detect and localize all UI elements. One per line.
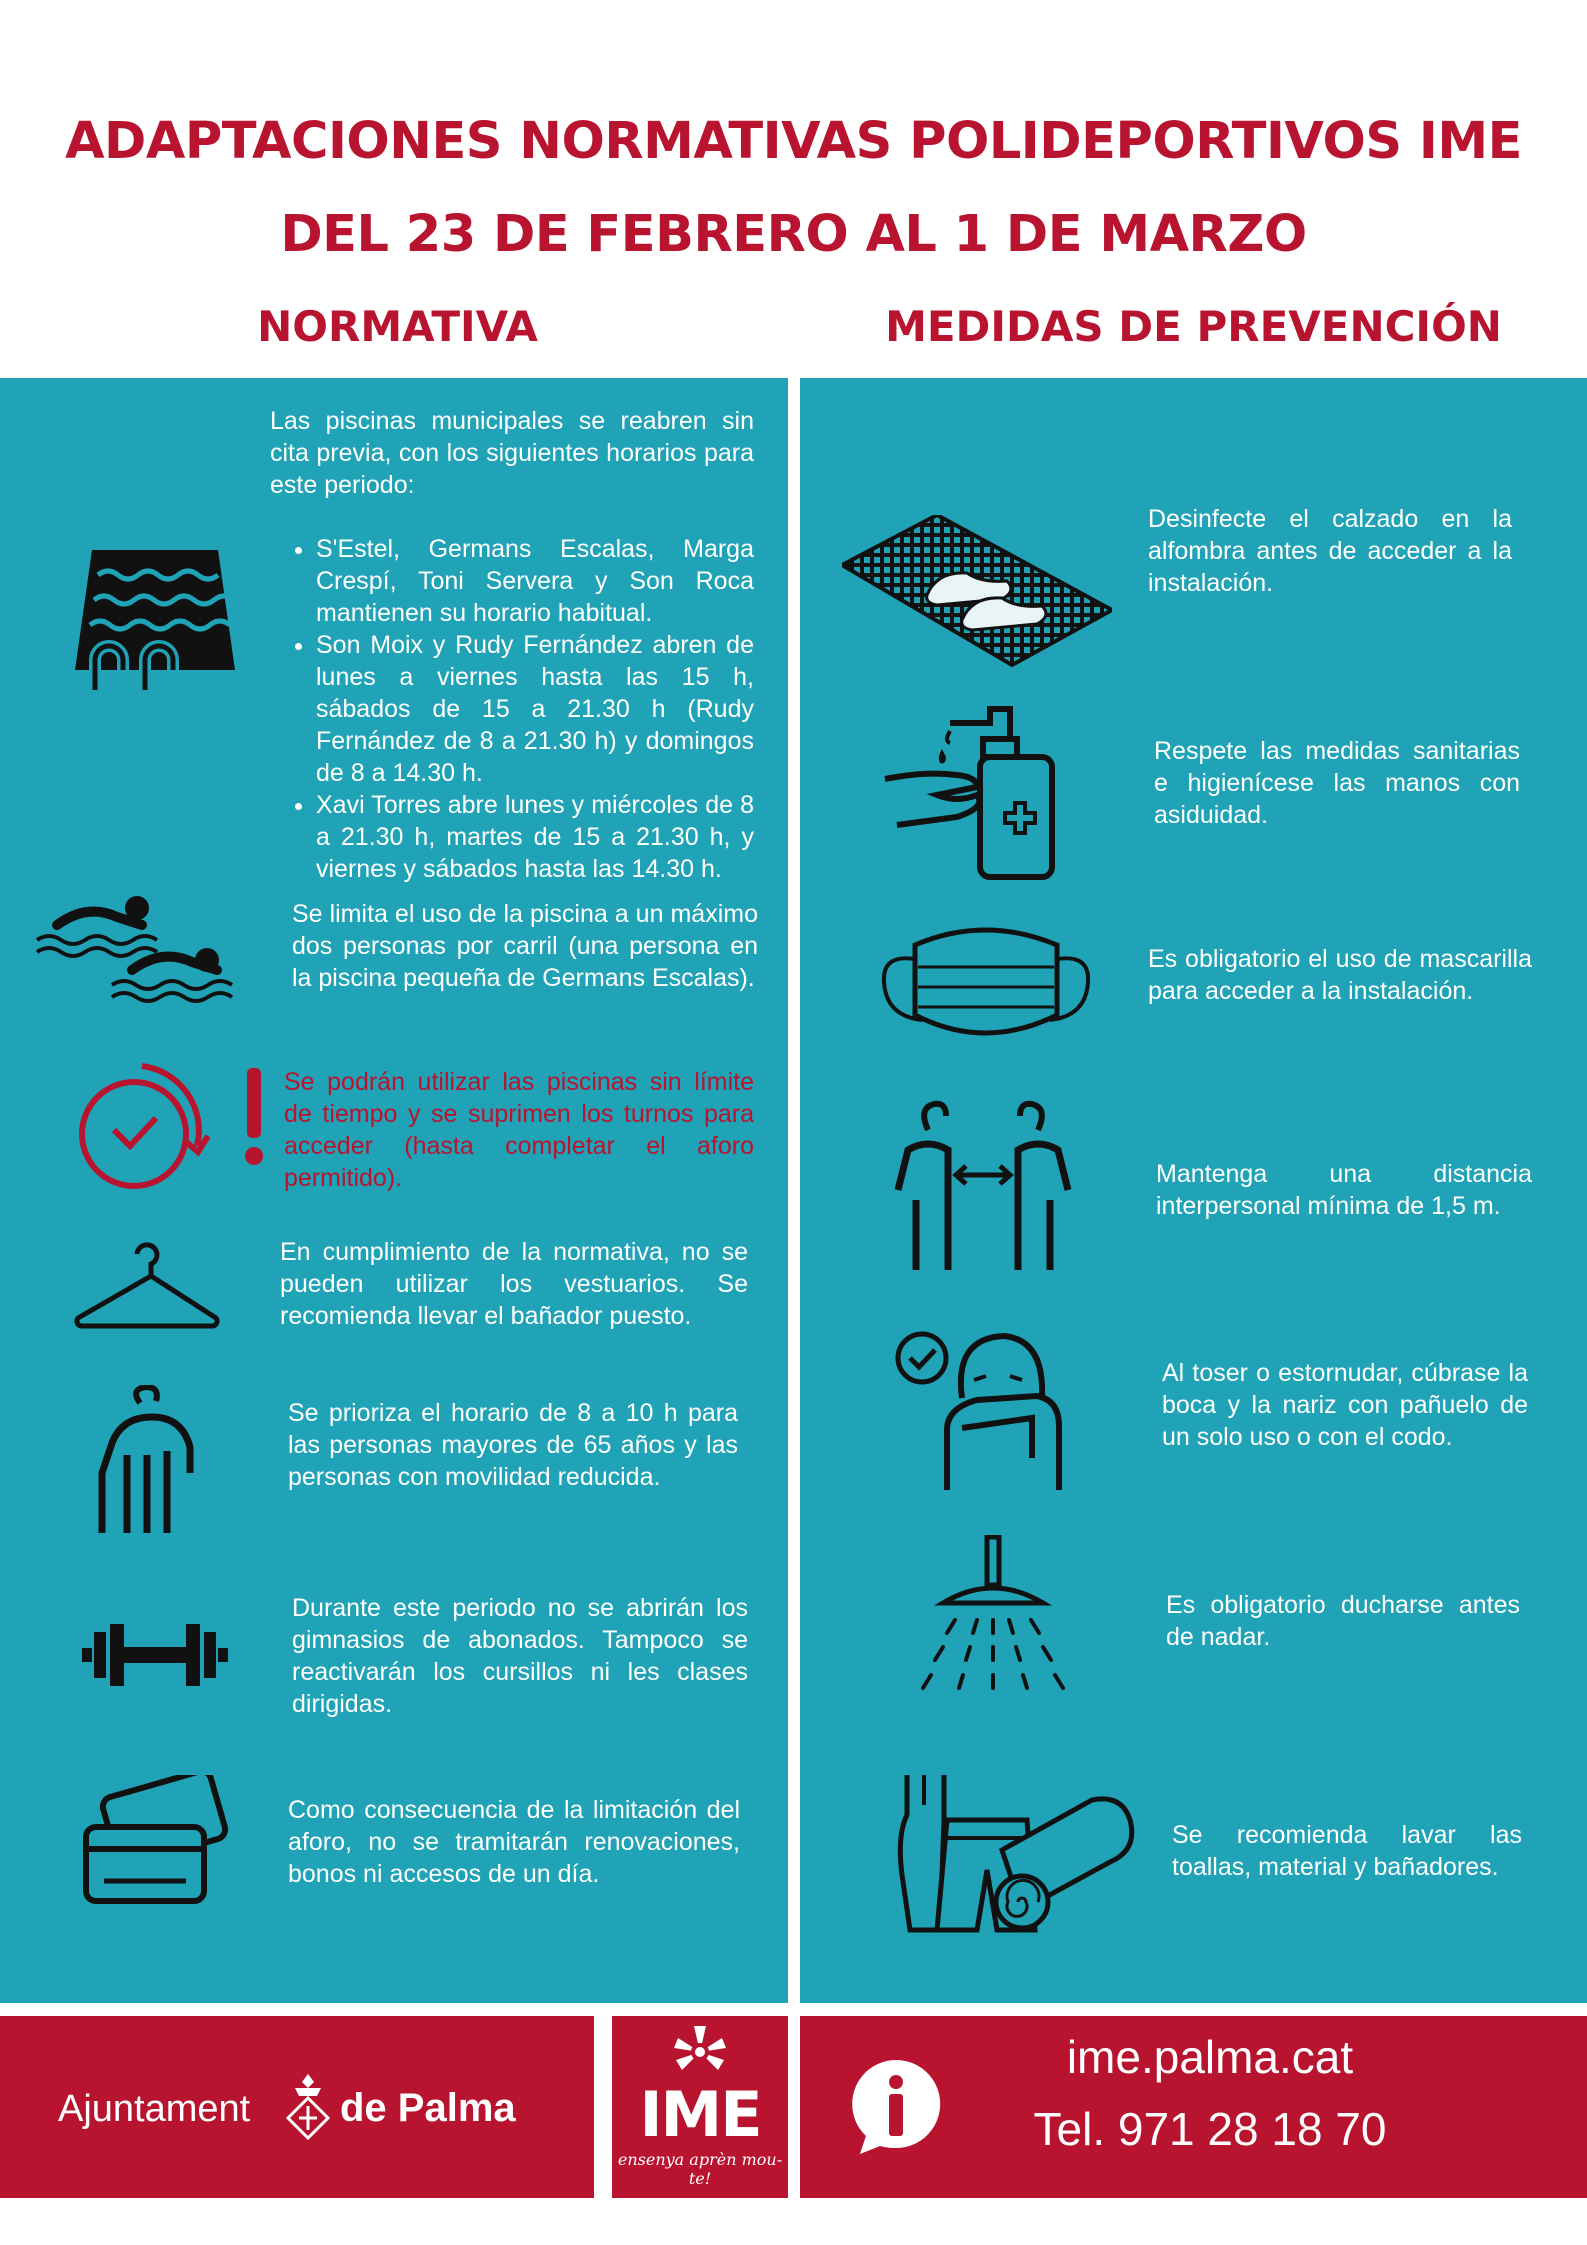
- hanger-icon: [72, 1232, 222, 1332]
- prevencion-heading: MEDIDAS DE PREVENCIÓN: [885, 302, 1502, 351]
- website-link[interactable]: ime.palma.cat: [1066, 2031, 1354, 2083]
- time-limit-text: Se podrán utilizar las piscinas sin límite de tiempo y se suprimen los turnos para acceder (hasta completar el aforo permitido).: [284, 1068, 754, 1192]
- ime-star-logo-icon: [652, 2024, 748, 2080]
- ime-logo: IME: [639, 2078, 761, 2151]
- cough-elbow-icon: [892, 1328, 1062, 1493]
- credit-card-icon: [80, 1775, 230, 1925]
- distance-text: Mantenga una distancia interpersonal mínima de 1,5 m.: [1156, 1160, 1532, 1220]
- dumbbell-icon: [80, 1620, 230, 1690]
- list-item: • Son Moix y Rudy Fernández abren de lunes a viernes hasta las 15 h, sábados de 15 a 21.30 h (Rudy Fernández de 8 a 21.30 h) y domingos de 8 a 14.30 h.: [316, 629, 754, 789]
- swim-limit-text: Se limita el uso de la piscina a un máximo dos personas por carril (una persona en la piscina pequeña de Germans Escalas).: [292, 900, 758, 992]
- date-range-title: DEL 23 DE FEBRERO AL 1 DE MARZO: [280, 205, 1307, 264]
- social-distance-icon: [888, 1100, 1078, 1275]
- face-mask-icon: [880, 925, 1092, 1040]
- info-icon: [846, 2056, 946, 2156]
- cough-text: Al toser o estornudar, cúbrase la boca y la nariz con pañuelo de un solo uso o con el codo.: [1162, 1359, 1528, 1451]
- main-title: ADAPTACIONES NORMATIVAS POLIDEPORTIVOS IME: [65, 112, 1522, 171]
- ime-tagline: ensenya aprèn mou-te!: [617, 2150, 783, 2188]
- phone-number[interactable]: Tel. 971 28 18 70: [1033, 2103, 1387, 2155]
- list-item: • S'Estel, Germans Escalas, Marga Crespí, Toni Servera y Son Roca mantienen su horario habitual.: [316, 533, 754, 629]
- pool-icon: [70, 545, 240, 695]
- pools-schedule-list: [270, 533, 754, 885]
- normativa-heading: NORMATIVA: [257, 302, 538, 351]
- shoe-mat-icon: [842, 515, 1112, 670]
- palma-crest-icon: [285, 2070, 331, 2150]
- list-item: • Xavi Torres abre lunes y miércoles de 8 a 21.30 h, martes de 15 a 21.30 h, y viernes y sábados hasta las 14.30 h.: [316, 789, 754, 885]
- ajuntament-label: Ajuntament: [58, 2088, 251, 2130]
- cards-text: Como consecuencia de la limitación del aforo, no se tramitarán renovaciones, bonos ni accesos de un día.: [288, 1796, 740, 1888]
- hands-text: Respete las medidas sanitarias e higienícese las manos con asiduidad.: [1154, 737, 1520, 829]
- lockers-text: En cumplimiento de la normativa, no se pueden utilizar los vestuarios. Se recomienda llevar el bañador puesto.: [280, 1238, 748, 1330]
- clock-icon: [72, 1058, 272, 1198]
- de-palma-label: de Palma: [340, 2086, 516, 2130]
- shower-text: Es obligatorio ducharse antes de nadar.: [1166, 1591, 1520, 1651]
- shoes-text: Desinfecte el calzado en la alfombra antes de acceder a la instalación.: [1148, 505, 1512, 597]
- shower-icon: [915, 1535, 1075, 1705]
- elderly-icon: [92, 1385, 202, 1535]
- hand-sanitizer-icon: [880, 705, 1060, 880]
- swimmers-icon: [32, 890, 247, 1010]
- elderly-text: Se prioriza el horario de 8 a 10 h para las personas mayores de 65 años y las personas con movilidad reducida.: [288, 1399, 738, 1491]
- laundry-icon: [892, 1770, 1142, 1940]
- gyms-text: Durante este periodo no se abrirán los gimnasios de abonados. Tampoco se reactivarán los cursillos ni les clases dirigidas.: [292, 1594, 748, 1718]
- mask-text: Es obligatorio el uso de mascarilla para acceder a la instalación.: [1148, 945, 1532, 1005]
- pools-intro-text: Las piscinas municipales se reabren sin cita previa, con los siguientes horarios para este periodo: • S'Estel, Germans Escalas, Marga Crespí, Toni Servera y Son Roca mantienen su horario habitual. • Son Moix y Rudy Fernández abren de lunes a viernes hasta las 15 h, sábados de 15 a 21.30 h (Rudy Fernández de 8 a 21.30 h) y domingos de 8 a 14.30 h. • Xavi Torres abre lunes y miércoles de 8 a 21.30 h, martes de 15 a 21.30 h, y viernes y sábados hasta las 14.30 h.: [270, 405, 754, 885]
- wash-text: Se recomienda lavar las toallas, material y bañadores.: [1172, 1821, 1522, 1881]
